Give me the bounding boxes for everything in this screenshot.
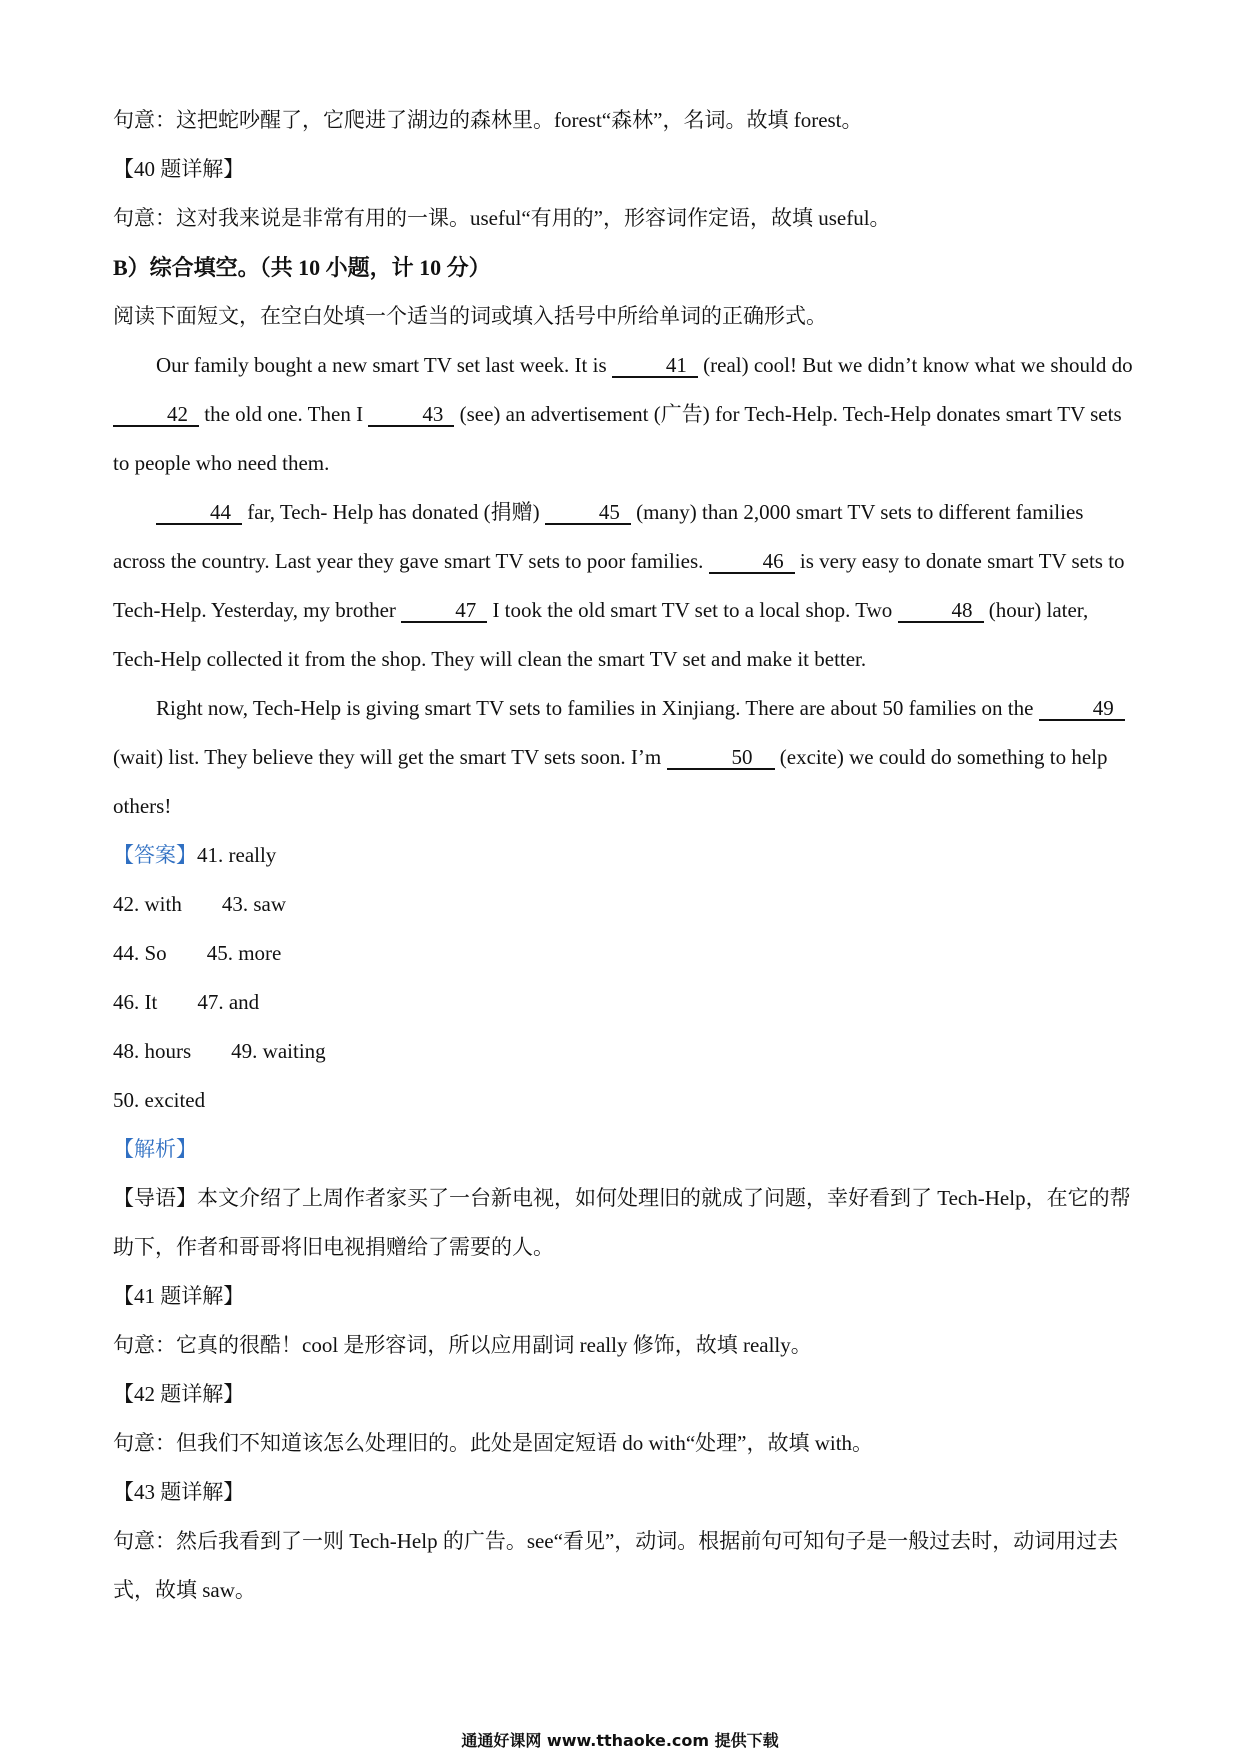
- blank-43: 43: [368, 403, 454, 427]
- question-detail-heading: 【40 题详解】: [113, 157, 245, 181]
- question-detail-heading: 【42 题详解】: [113, 1382, 245, 1406]
- blank-42: 42: [113, 403, 199, 427]
- answer-46: 46. It: [113, 990, 158, 1014]
- blank-41: 41: [612, 354, 698, 378]
- blank-49: 49: [1039, 697, 1125, 721]
- answer-50: 50. excited: [113, 1088, 206, 1112]
- answer-row: [113, 1076, 1133, 1125]
- answer-row: [113, 880, 1133, 929]
- blank-44: 44: [156, 501, 242, 525]
- answer-45: 45. more: [206, 941, 282, 965]
- text-line: 句意：这把蛇吵醒了，它爬进了湖边的森林里。forest“森林”，名词。故填 forest。: [113, 108, 863, 132]
- blank-48: 48: [898, 599, 984, 623]
- blank-46: 46: [709, 550, 795, 574]
- page-footer: 通通好课网 www.tthaoke.com 提供下载: [461, 1731, 779, 1750]
- blank-45: 45: [545, 501, 631, 525]
- answer-47: 47. and: [197, 990, 260, 1014]
- answer-label: 【答案】: [113, 843, 197, 867]
- answer-49: 49. waiting: [231, 1039, 326, 1063]
- intro-label: 【导语】: [113, 1186, 197, 1210]
- answer-43: 43. saw: [221, 892, 287, 916]
- question-detail-text: 句意：它真的很酷！cool 是形容词，所以应用副词 really 修饰，故填 really。: [113, 1333, 812, 1357]
- question-detail-text: 句意：但我们不知道该怎么处理旧的。此处是固定短语 do with“处理”，故填 with。: [113, 1431, 874, 1455]
- answer-48: 48. hours: [113, 1039, 192, 1063]
- section-instruction: 阅读下面短文，在空白处填一个适当的词或填入括号中所给单词的正确形式。: [113, 304, 827, 328]
- blank-50: 50: [667, 746, 775, 770]
- intro-text: 本文介绍了上周作者家买了一台新电视，如何处理旧的就成了问题，幸好看到了 Tech-Help，在它的帮助下，作者和哥哥将旧电视捐赠给了需要的人。: [113, 1186, 1131, 1259]
- answer-41: 41. really: [197, 843, 277, 867]
- passage-paragraph-3: Right now, Tech-Help is giving smart TV sets to families in Xinjiang. There are about 50 families on the 49 (wait) list. They believe they will get the smart TV sets soon. I’m 50 (excite) we could do something to help others!: [113, 684, 1133, 831]
- question-detail-text: 句意：然后我看到了一则 Tech-Help 的广告。see“看见”，动词。根据前句可知句子是一般过去时，动词用过去式，故填 saw。: [113, 1529, 1119, 1602]
- question-detail-heading: 【41 题详解】: [113, 1284, 245, 1308]
- answer-42: 42. with: [113, 892, 182, 916]
- question-detail-heading: 【43 题详解】: [113, 1480, 245, 1504]
- text-line: 句意：这对我来说是非常有用的一课。useful“有用的”，形容词作定语，故填 useful。: [113, 206, 891, 230]
- answer-row: [113, 978, 1133, 1027]
- answer-row: [113, 831, 1133, 880]
- document-page: [113, 96, 1133, 1615]
- answer-44: 44. So: [113, 941, 167, 965]
- passage-paragraph-1: Our family bought a new smart TV set last week. It is 41 (real) cool! But we didn’t know what we should do 42 the old one. Then I 43 (see) an advertisement (广告) for Tech-Help. Tech-Help donates smart TV sets to people who need them.: [113, 353, 1133, 475]
- answer-row: [113, 1027, 1133, 1076]
- answer-row: [113, 929, 1133, 978]
- passage-paragraph-2: 44 far, Tech- Help has donated (捐赠) 45 (many) than 2,000 smart TV sets to different families across the country. Last year they gave smart TV sets to poor families. 46 is very easy to donate smart TV sets to Tech-Help. Yesterday, my brother 47 I took the old smart TV set to a local shop. Two 48 (hour) later, Tech-Help collected it from the shop. They will clean the smart TV set and make it better.: [113, 500, 1125, 671]
- blank-47: 47: [401, 599, 487, 623]
- analysis-label: 【解析】: [113, 1137, 197, 1161]
- section-heading: B）综合填空。（共 10 小题，计 10 分）: [113, 255, 491, 280]
- analysis-intro: [113, 1174, 1133, 1272]
